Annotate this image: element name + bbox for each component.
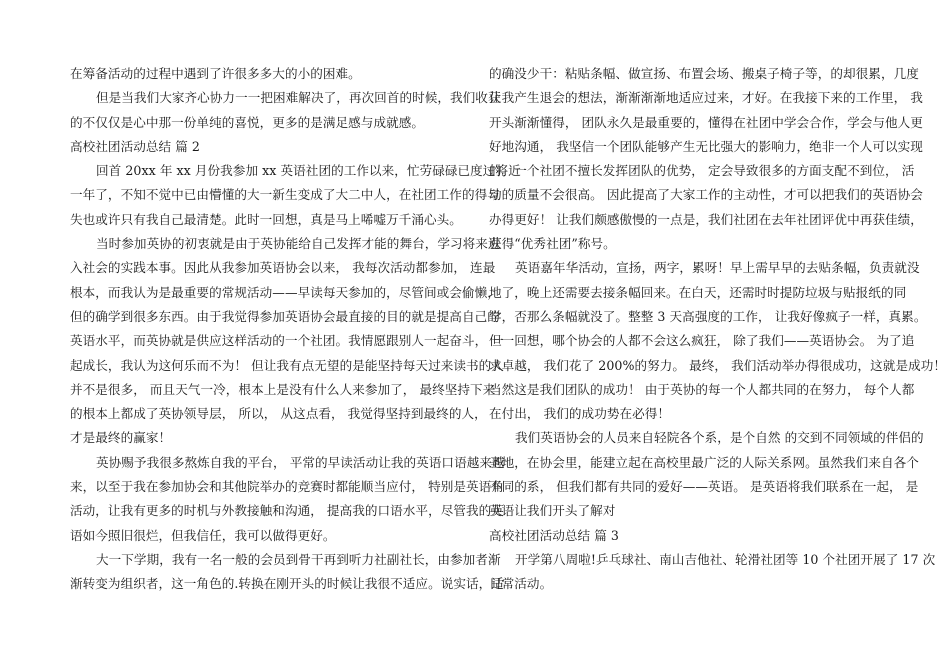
text-line: 让我产生退会的想法，渐渐渐渐地适应过来，才好。在我接下来的工作里， 我 (489, 90, 923, 106)
text-line: 英语让我们开头了解对 (489, 503, 616, 519)
text-line: 在筹备活动的过程中遇到了许很多多大的小的困难。 (70, 66, 361, 81)
text-line: 大一下学期，我有一名一般的会员到骨干再到听力社副社长，由参加者渐 (96, 551, 501, 567)
text-line: 但一回想，哪个协会的人都不会这么疯狂， 除了我们——英语协会。 为了追 (489, 333, 915, 349)
text-line: 失也或许只有我自己最清楚。此时一回想，真是马上唏嘘万千涌心头。 (70, 211, 462, 227)
text-line: 圣地，在协会里，能建立起在高校里最广泛的人际关系网。虽然我们来自各个 (489, 454, 919, 470)
text-line: 我们英语协会的人员来自轻院各个系，是个自然 的交到不同领域的伴侣的 (515, 430, 924, 446)
text-line: 的不仅仅是心中那一份单纯的喜悦，更多的是满足感与成就感。 (70, 114, 425, 130)
text-line: 才是最终的赢家！ (70, 430, 172, 446)
text-line: 好地沟通， 我坚信一个团队能够产生无比强大的影响力，绝非一个人可以实现 (489, 138, 923, 154)
text-line: 来，以至于我在参加协会和其他院举办的竞赛时都能顺当应付， 特别是英语角 (70, 479, 504, 495)
text-line: 办得更好！ 让我们颇感傲慢的一点是，我们社团在去年社团评优中再获佳绩， (489, 211, 923, 227)
text-line: 日常活动。 (489, 576, 553, 592)
text-line: 地了，晚上还需要去接条幅回来。在白天，还需时时提防垃圾与贴报纸的同 (489, 284, 907, 300)
text-line: 起成长，我认为这何乐而不为！ 但让我有点无望的是能坚持每天过来读书的人 (70, 357, 504, 373)
text-line: 学，否那么条幅就没了。整整 3 天高强度的工作， 让我好像疯子一样，真累。 (489, 308, 927, 324)
text-line: 入社会的实践本事。因此从我参加英语协会以来， 我每次活动都参加， 连最 (70, 260, 496, 276)
text-line: 但的确学到很多东西。由于我觉得参加英语协会最直接的目的就是提高自己的 (70, 308, 500, 324)
text-line: 根本，而我认为是最重要的常规活动——早读每天参加的，尽管间或会偷懒， (70, 284, 500, 300)
text-line: 语如今照旧很烂，但我信任，我可以做得更好。 (70, 527, 336, 543)
text-line: 开头渐渐懂得， 团队永久是最重要的，懂得在社团中学会合作，学会与他人更 (489, 114, 923, 130)
text-line: 当时参加英协的初衷就是由于英协能给自己发挥才能的舞台，学习将来进 (96, 236, 501, 252)
text-line: 动的质量不会很高。 因此提高了大家工作的主动性，才可以把我们的英语协会 (489, 187, 923, 203)
text-line: 回首 20xx 年 xx 月份我参加 xx 英语社团的工作以来，忙劳碌碌已度过将近 (96, 163, 521, 179)
text-line: 英协赐予我很多熬炼自我的平台， 平常的早读活动让我的英语口语越来越 (96, 454, 505, 470)
text-line: 在付出， 我们的成功势在必得！ (489, 406, 671, 422)
text-line: 不同的系， 但我们都有共同的爱好——英语。 是英语将我们联系在一起， 是 (489, 479, 919, 495)
text-line: 开学第八周啦!乒乓球社、南山吉他社、轮滑社团等 10 个社团开展了 17 次 (515, 551, 936, 567)
text-line: 一年了，不知不觉中已由懵懂的大一新生变成了大二中人，在社团工作的得与 (70, 187, 500, 203)
section-heading: 高校社团活动总结 篇 2 (70, 138, 200, 154)
text-line: 求卓越， 我们花了 200%的努力。 最终， 我们活动举办得很成功，这就是成功！ (489, 357, 947, 373)
text-line: 的确没少干：粘贴条幅、做宣扬、布置会场、搬桌子椅子等，的却很累，几度 (489, 66, 919, 81)
text-line: 当然这是我们团队的成功！ 由于英协的每一个人都共同的在努力， 每个人都 (489, 381, 915, 397)
text-line: 但是当我们大家齐心协力一一把困难解决了，再次回首的时候，我们收获 (96, 90, 501, 106)
text-line: 的根本上都成了英协领导层， 所以， 从这点看， 我觉得坚持到最终的人， (70, 406, 487, 422)
text-line: 的。一个社团不擅长发挥团队的优势， 定会导致很多的方面支配不到位， 活 (489, 163, 915, 179)
text-line: 英语水平，而英协就是供应这样活动的一个社团。我情愿跟别人一起奋斗， 一 (70, 333, 504, 349)
text-line: 英语嘉年华活动，宣扬，两字，累呀！早上需早早的去贴条幅，负责就没 (515, 260, 920, 276)
text-line: 活动，让我有更多的时机与外教接触和沟通， 提高我的口语水平，尽管我的英 (70, 503, 504, 519)
right-column (489, 62, 947, 597)
text-line: 获得“优秀社团”称号。 (489, 236, 616, 252)
text-line: 渐转变为组织者，这一角色的.转换在刚开头的时候让我很不适应。说实话，适 (70, 576, 504, 592)
section-heading: 高校社团活动总结 篇 3 (489, 527, 619, 543)
text-line: 并不是很多， 而且天气一冷，根本上是没有什么人来参加了， 最终坚持下来 (70, 381, 496, 397)
